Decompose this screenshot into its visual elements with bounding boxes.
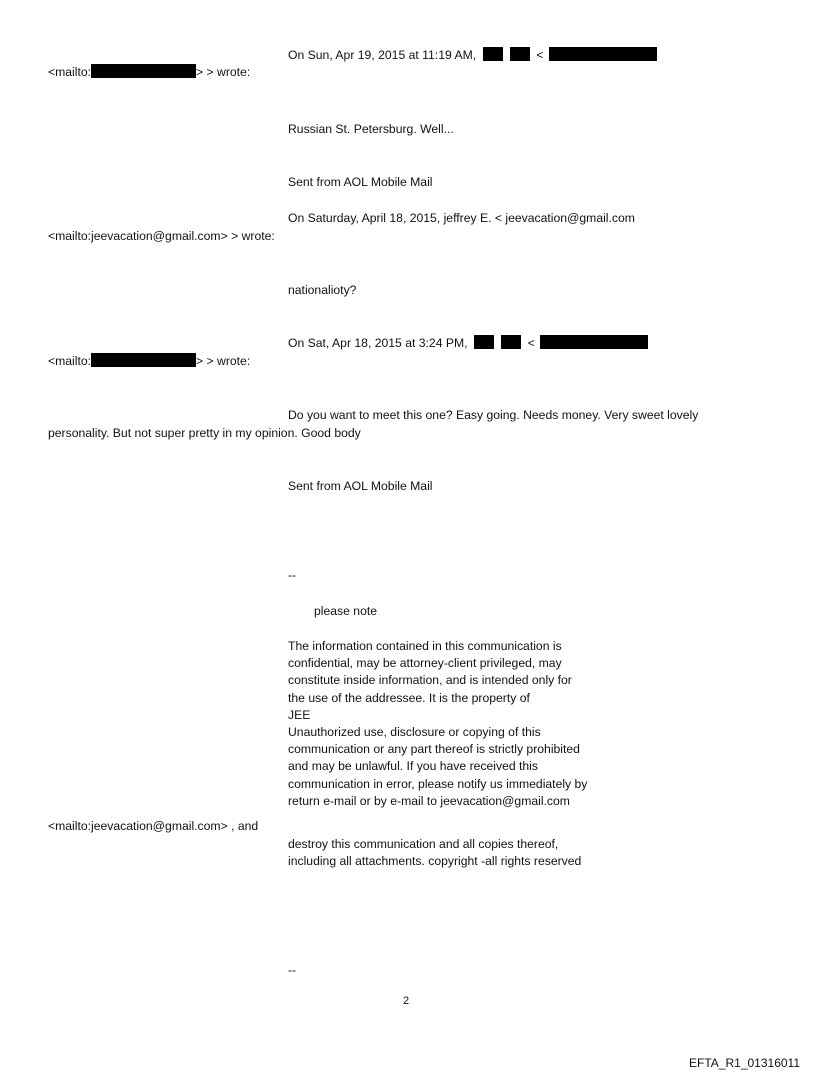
email-header-1-text: On Sun, Apr 19, 2015 at 11:19 AM, — [288, 48, 477, 62]
disclaimer-mailto-line: <mailto:jeevacation@gmail.com> , and — [48, 819, 259, 833]
disclaimer-line: confidential, may be attorney-client privileged, may — [288, 656, 562, 671]
redaction-block — [549, 47, 657, 61]
disclaimer-line: including all attachments. copyright -all rights reserved — [288, 854, 582, 869]
disclaimer-line: The information contained in this communication is — [288, 639, 562, 653]
redaction-block — [91, 353, 196, 367]
message-1-signature: Sent from AOL Mobile Mail — [288, 175, 433, 189]
email-header-3-text: On Sat, Apr 18, 2015 at 3:24 PM, — [288, 336, 468, 350]
email-header-1-lt: < — [536, 48, 544, 62]
disclaimer-body — [288, 638, 587, 810]
mailto-suffix: > > wrote: — [196, 354, 251, 368]
disclaimer-line: Unauthorized use, disclosure or copying of this — [288, 725, 541, 740]
mailto-suffix: > > wrote: — [196, 65, 251, 79]
disclaimer-heading: please note — [314, 604, 378, 618]
message-2-body: nationalioty? — [288, 283, 357, 297]
signature-separator: -- — [288, 568, 297, 582]
email-header-3-lt: < — [527, 336, 535, 350]
email-header-2: On Saturday, April 18, 2015, jeffrey E. < jeevacation@gmail.com — [288, 211, 635, 225]
mailto-prefix: <mailto: — [48, 65, 92, 79]
redaction-block — [540, 335, 648, 349]
message-3-body-line-2: personality. But not super pretty in my opinion. Good body — [48, 426, 361, 440]
disclaimer-line: constitute inside information, and is intended only for — [288, 673, 572, 688]
page-number: 2 — [403, 995, 410, 1007]
disclaimer-line: communication in error, please notify us immediately by — [288, 776, 588, 791]
redaction-block — [91, 64, 196, 78]
disclaimer-line: JEE — [288, 707, 311, 722]
disclaimer-line: communication or any part thereof is strictly prohibited — [288, 742, 580, 757]
signature-separator: -- — [288, 963, 297, 977]
email-header-1-mailto — [48, 64, 250, 81]
disclaimer-closing — [288, 836, 581, 870]
redaction-block — [510, 47, 530, 61]
redaction-block — [474, 335, 494, 349]
mailto-prefix: <mailto: — [48, 354, 92, 368]
email-header-1 — [288, 47, 657, 64]
redaction-block — [483, 47, 503, 61]
email-header-2-mailto: <mailto:jeevacation@gmail.com> > wrote: — [48, 229, 275, 243]
email-header-3-mailto — [48, 353, 250, 370]
message-3-signature: Sent from AOL Mobile Mail — [288, 479, 433, 493]
message-3-body-line-1: Do you want to meet this one? Easy going. Needs money. Very sweet lovely — [288, 408, 699, 422]
email-header-3 — [288, 335, 648, 352]
document-id: EFTA_R1_01316011 — [689, 1056, 800, 1070]
disclaimer-line: return e-mail or by e-mail to jeevacation@gmail.com — [288, 793, 570, 808]
disclaimer-line: the use of the addressee. It is the property of — [288, 690, 530, 705]
redaction-block — [501, 335, 521, 349]
message-1-body: Russian St. Petersburg. Well... — [288, 122, 454, 136]
disclaimer-line: and may be unlawful. If you have received this — [288, 759, 538, 774]
disclaimer-line: destroy this communication and all copies thereof, — [288, 837, 559, 851]
